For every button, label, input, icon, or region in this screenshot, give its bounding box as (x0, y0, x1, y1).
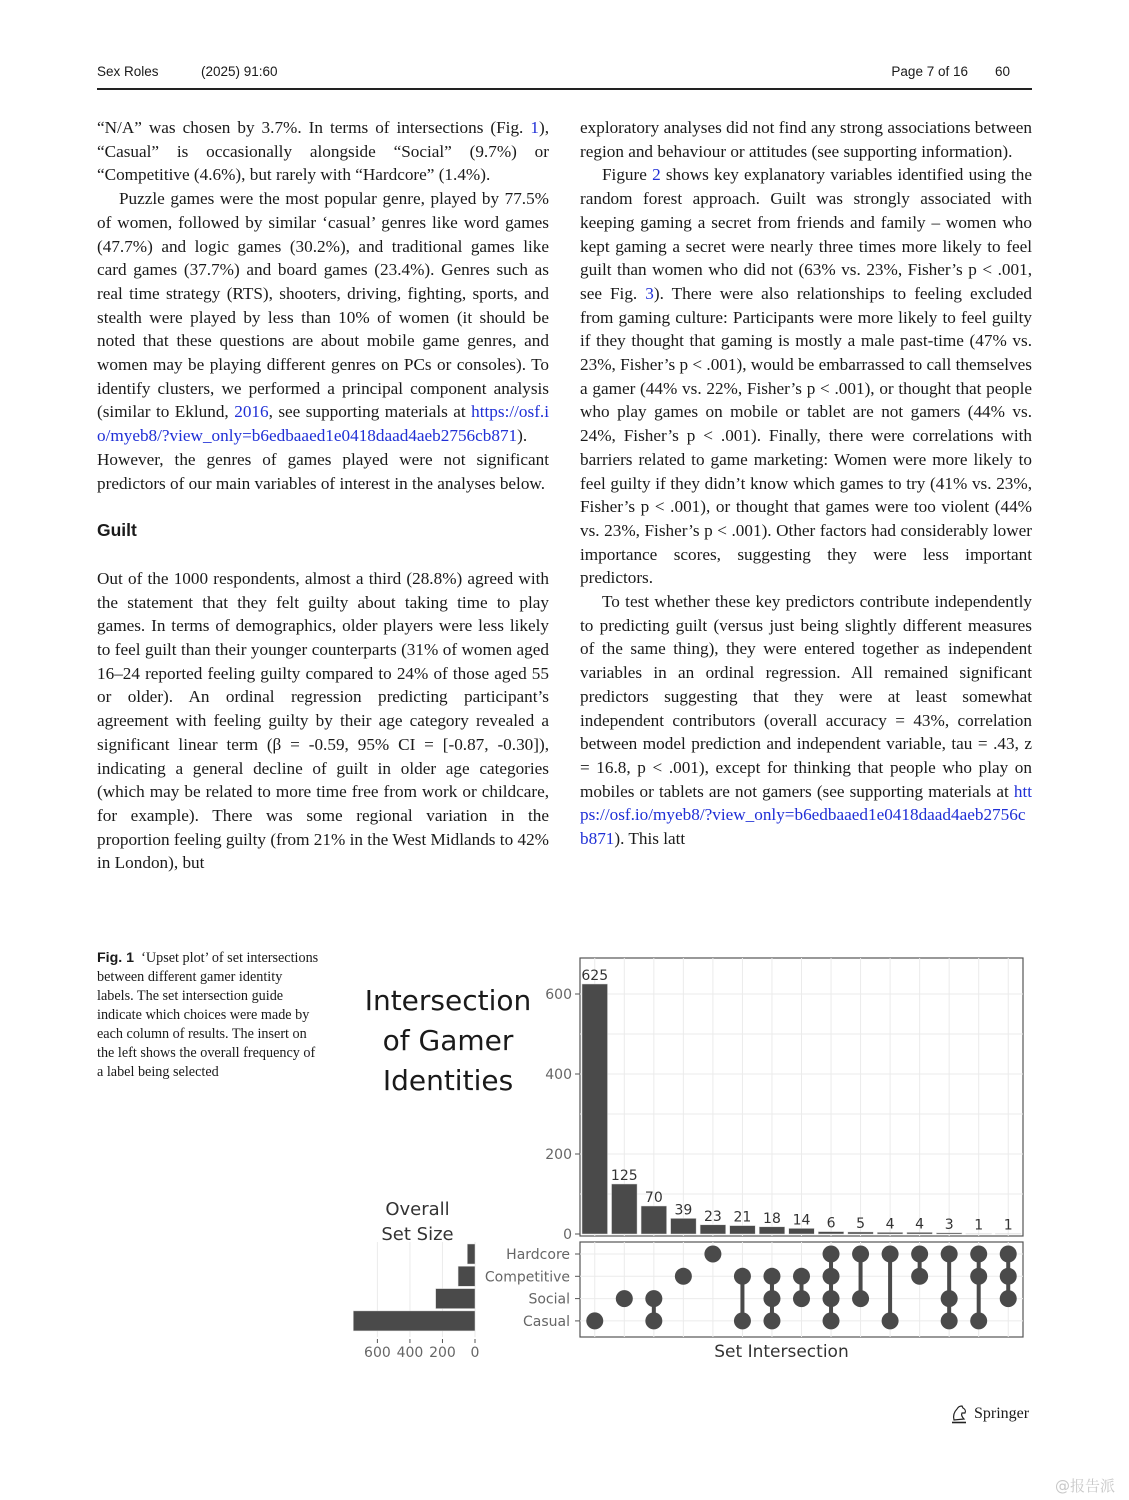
membership-dot (793, 1290, 810, 1307)
figure-3-link[interactable]: 3 (645, 283, 654, 303)
set-size-tick-label: 400 (396, 1345, 424, 1361)
title-line: Overall (385, 1199, 450, 1220)
bar-value-label: 6 (826, 1215, 836, 1232)
membership-dot (852, 1290, 869, 1307)
osf-supporting-materials-link[interactable]: https://osf.io/myeb8/?view_only=b6edbaaed1e0418daad4aeb2756cb871 (97, 402, 549, 446)
bar-value-label: 4 (915, 1216, 925, 1233)
intersection-bar (730, 1226, 756, 1234)
set-size-tick-label: 200 (429, 1345, 456, 1361)
intersection-bar (936, 1233, 962, 1234)
set-size-bar-competitive (458, 1266, 475, 1286)
membership-dot (882, 1312, 899, 1329)
bar-value-label: 39 (674, 1202, 693, 1219)
bar-value-label: 1 (974, 1217, 984, 1234)
membership-dot (734, 1312, 751, 1329)
x-axis-label: Set Intersection (714, 1342, 849, 1362)
bar-value-label: 70 (644, 1190, 663, 1206)
running-header (97, 62, 1032, 90)
membership-dot (763, 1312, 780, 1329)
membership-dot (1000, 1268, 1017, 1285)
paragraph (97, 187, 549, 495)
membership-dot (941, 1246, 958, 1263)
membership-dot (704, 1246, 721, 1263)
text: , see supporting materials at (268, 402, 472, 422)
set-size-tick-label: 0 (470, 1345, 480, 1361)
set-size-bar-casual (353, 1311, 475, 1331)
upset-plot-figure (340, 945, 1040, 1375)
membership-dot (1000, 1290, 1017, 1307)
bar-value-label: 14 (792, 1212, 811, 1229)
set-label-social: Social (528, 1291, 570, 1308)
paragraph (97, 116, 549, 187)
upset-chart-svg (340, 945, 1040, 1375)
figure-2-link[interactable]: 2 (652, 165, 661, 185)
journal-name: Sex Roles (97, 64, 159, 79)
membership-dot (763, 1268, 780, 1285)
bar-value-label: 23 (703, 1208, 722, 1225)
membership-dot (645, 1290, 662, 1307)
publisher-logo (950, 1404, 1029, 1424)
intersection-bar (818, 1232, 844, 1234)
citation-link-eklund-2016[interactable]: 2016 (234, 402, 269, 422)
paragraph (580, 163, 1032, 590)
membership-dot (586, 1312, 603, 1329)
title-line: Intersection (364, 984, 532, 1017)
set-label-competitive: Competitive (484, 1269, 570, 1286)
title-line: of Gamer (382, 1024, 514, 1057)
membership-dot (882, 1246, 899, 1263)
bar-value-label: 4 (885, 1216, 895, 1233)
text: To test whether these key predictors contribute independently to predicting guilt (versus just being slightly different measures of the same thing), they were entered together as independent variables in an ordinal regression. All remained significant predictors suggesting that they were at least somewhat independent contributors (overall accuracy = 43%, correlation between model prediction and independent variable, tau = .43, z = 16.8, p < .001), except for thinking that people who play on mobiles or tablets are not gamers (see supporting materials at (580, 592, 1032, 801)
intersection-bar (907, 1232, 933, 1234)
paragraph (580, 590, 1032, 851)
text: ). This latt (614, 829, 686, 849)
bar-value-label: 125 (610, 1168, 638, 1184)
membership-dot (763, 1290, 780, 1307)
bar-value-label: 21 (733, 1209, 752, 1226)
membership-dot (823, 1290, 840, 1307)
bar-value-label: 1 (1003, 1217, 1013, 1234)
set-label-hardcore: Hardcore (506, 1247, 570, 1263)
bar-value-label: 625 (581, 968, 609, 984)
intersection-bar (671, 1218, 697, 1234)
title-line: Identities (382, 1064, 514, 1097)
paragraph: exploratory analyses did not find any strong associations between region and behaviour or attitudes (see supporting information). (580, 118, 1032, 161)
page-number: Page 7 of 16 (891, 64, 968, 79)
membership-dot (675, 1268, 692, 1285)
y-tick-label: 600 (545, 987, 572, 1003)
intersection-bar (612, 1184, 638, 1234)
springer-horse-icon (950, 1404, 968, 1424)
intersection-bar (641, 1206, 667, 1234)
membership-dot (941, 1312, 958, 1329)
text: “N/A” was chosen by 3.7%. In terms of intersections (Fig. (97, 118, 531, 137)
membership-dot (616, 1290, 633, 1307)
membership-dot (823, 1246, 840, 1263)
y-tick-label: 400 (545, 1067, 572, 1083)
membership-dot (852, 1246, 869, 1263)
y-tick-label: 200 (545, 1147, 572, 1163)
publisher-name: Springer (974, 1405, 1030, 1422)
paragraph: Out of the 1000 respondents, almost a third (28.8%) agreed with the statement that they felt guilty about taking time to play games. In terms of demographics, older players were less likely to feel guilt than their younger counterparts (31% of women aged 16–24 reported feeling guilty compared to 24% of those aged 55 or older). An ordinal regression predicting participant’s agreement with feeling guilty by their age category revealed a significant linear term (β = -0.59, 95% CI = [-0.87, -0.30]), indicating a general decline of guilt in older age categories (which may be related to more time free from work or childcare, for example). There was some regional variation in the proportion feeling guilty (from 21% in the West Midlands to 42% in London), but (97, 568, 549, 873)
set-size-bar-hardcore (467, 1244, 475, 1264)
volume-info: (2025) 91:60 (201, 64, 278, 79)
caption-text: ‘Upset plot’ of set intersections between different gamer identity labels. The set intersection guide indicate which choices were made by each column of results. The insert on the left shows the overall frequency of a label being selected (97, 950, 319, 1080)
text: ), “Casual” is occasionally alongside “Social” (9.7%) or “Competitive (4.6%), but rarely with “Hardcore” (1.4%). (97, 118, 549, 185)
bar-value-label: 5 (856, 1216, 866, 1232)
membership-dot (823, 1312, 840, 1329)
text: shows key explanatory variables identified using the random forest approach. Guilt was strongly associated with keeping gaming a secret from friends and family – women who kept gaming a secret were nearly three times more likely to feel guilt than women who did not (63% vs. 23%, Fisher’s p < .001, see Fig. (580, 165, 1032, 303)
y-tick-label: 0 (563, 1227, 572, 1243)
set-size-bar-social (436, 1289, 475, 1309)
membership-dot (970, 1268, 987, 1285)
figure-1-link[interactable]: 1 (530, 118, 539, 137)
membership-dot (911, 1246, 928, 1263)
figure-label: Fig. 1 (97, 950, 135, 966)
membership-dot (911, 1268, 928, 1285)
intersection-bar (848, 1232, 874, 1234)
intersection-bar (582, 984, 608, 1234)
text: ). However, the genres of games played were not significant predictors of our main variables of interest in the analyses below. (97, 426, 549, 493)
bar-value-label: 18 (763, 1210, 781, 1227)
membership-dot (1000, 1246, 1017, 1263)
intersection-bar (700, 1225, 726, 1234)
title-line: Set Size (381, 1224, 454, 1245)
article-number: 60 (994, 64, 1010, 79)
membership-dot (823, 1268, 840, 1285)
text: Puzzle games were the most popular genre, played by 77.5% of women, followed by similar ‘casual’ genres like word games (47.7%) and logic games (30.2%), and traditional games like card games (37.7%) and board games (23.4%). Genres such as real time strategy (RTS), shooters, driving, fighting, sports, and stealth were played by less than 10% of women (it should be noted that these questions are about mobile game genres, and women may be playing different genres on PCs or consoles). To identify clusters, we performed a principal component analysis (similar to Eklund, (97, 189, 549, 422)
set-size-tick-label: 600 (364, 1345, 391, 1361)
figure-caption (97, 949, 319, 1082)
watermark: @报告派 (1055, 1477, 1116, 1495)
osf-supporting-materials-link[interactable]: https://osf.io/myeb8/?view_only=b6edbaaed1e0418daad4aeb2756cb871 (580, 781, 1032, 849)
bar-value-label: 3 (944, 1216, 954, 1233)
intersection-bar (877, 1232, 903, 1234)
membership-dot (970, 1312, 987, 1329)
intersection-bar (789, 1228, 815, 1234)
set-label-casual: Casual (523, 1313, 570, 1330)
membership-dot (970, 1246, 987, 1263)
section-heading-guilt: Guilt (97, 520, 137, 541)
intersection-bar (759, 1227, 785, 1234)
membership-dot (645, 1312, 662, 1329)
membership-dot (941, 1290, 958, 1307)
text: ). There were also relationships to feeling excluded from gaming culture: Participants were more likely to feel guilty if they thought that gaming is mostly a male past-time (47% vs. 23%, Fisher’s p < .001), would be embarrassed to call themselves a gamer (44% vs. 22%, Fisher’s p < .001), or thought that people who play games on mobile or tablet are not gamers (44% vs. 24%, Fisher’s p < .001). Finally, there were correlations with barriers related to game marketing: Women were more likely to feel guilty if they didn’t know which games to try (41% vs. 23%, Fisher’s p < .001), or thought that games were too violent (44% vs. 23%, Fisher’s p < .001). Other factors had considerably lower importance scores, suggesting they were less important predictors. (580, 283, 1032, 588)
text: Figure (602, 165, 653, 185)
membership-dot (734, 1268, 751, 1285)
left-column (97, 116, 549, 875)
membership-dot (793, 1268, 810, 1285)
right-column (580, 116, 1032, 851)
